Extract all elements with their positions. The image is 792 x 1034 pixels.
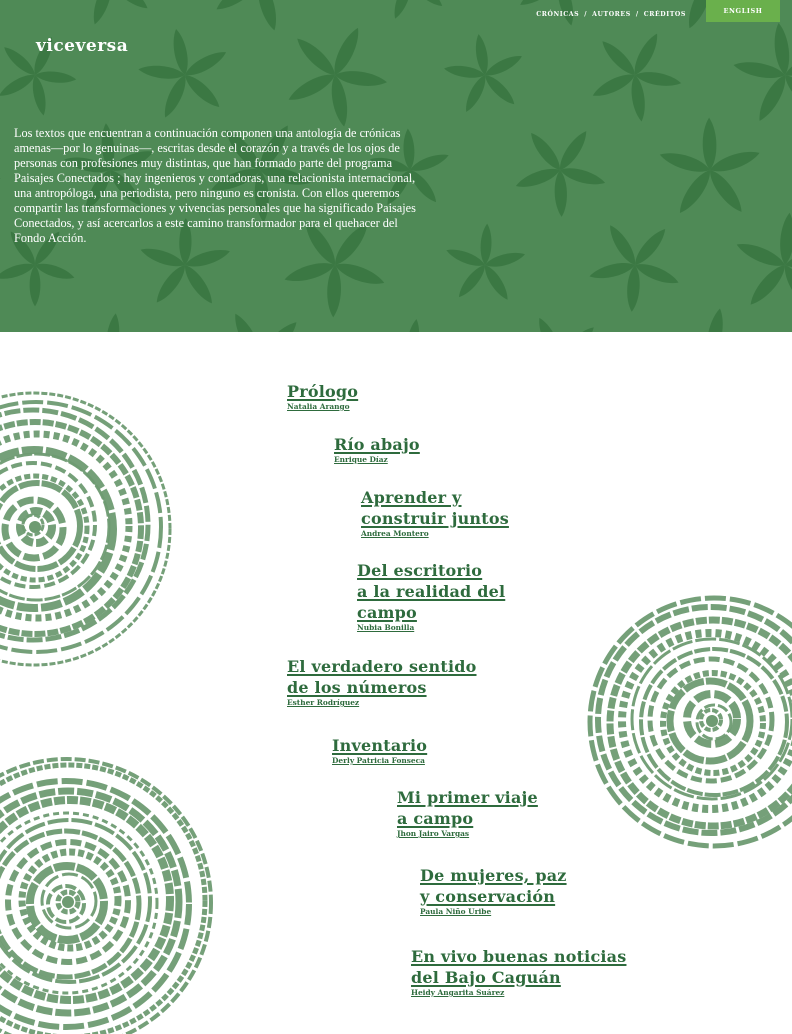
entry-title[interactable]: En vivo buenas noticias [411, 947, 627, 966]
top-navigation [536, 8, 686, 20]
entry-author[interactable]: Paula Niño Uribe [420, 907, 492, 916]
leaf-motif [715, 6, 792, 149]
brand-logo[interactable]: viceversa [36, 36, 129, 56]
leaf-motif [356, 0, 468, 38]
tree-ring-stamp-left-bottom [0, 744, 230, 1034]
leaf-motif [430, 20, 543, 133]
leaf-motif [0, 308, 15, 332]
leaf-motif [123, 13, 251, 141]
stamp-core [62, 896, 74, 908]
chronicle-entry-rio-abajo[interactable] [334, 434, 420, 465]
tree-ring-stamp-right [572, 556, 792, 886]
leaf-motif [0, 0, 1, 21]
leaf-motif [431, 212, 542, 322]
nav-autores[interactable]: AUTORES [592, 10, 631, 18]
nav-separator: / [584, 10, 588, 18]
entry-title[interactable]: Mi primer viaje [397, 788, 538, 807]
chronicle-entry-aprender-y-construir[interactable] [361, 487, 509, 539]
chronicle-entry-inventario[interactable] [332, 735, 427, 766]
nav-cronicas[interactable]: CRÓNICAS [536, 10, 580, 18]
entry-author[interactable]: Derly Patricia Fonseca [332, 756, 425, 765]
entry-title[interactable]: Prólogo [287, 382, 359, 401]
stamp-core [29, 521, 41, 533]
leaf-motif [641, 102, 784, 244]
leaf-motif [49, 301, 173, 332]
entry-author[interactable]: Esther Rodríguez [287, 698, 360, 707]
leaf-motif [282, 17, 394, 134]
entry-author[interactable]: Heidy Angarita Suárez [411, 988, 505, 997]
leaf-motif [507, 114, 618, 228]
entry-title[interactable]: De mujeres, paz [420, 866, 567, 885]
entry-title[interactable]: El verdadero sentido [287, 657, 477, 676]
entry-author[interactable]: Nubia Bonilla [357, 623, 415, 632]
entry-title[interactable]: Río abajo [334, 435, 420, 454]
chronicle-entry-verdadero-sentido[interactable] [287, 656, 477, 708]
entry-author[interactable]: Andrea Montero [361, 529, 429, 538]
leaf-motif [195, 293, 329, 332]
stamp-core [706, 715, 718, 727]
intro-paragraph: Los textos que encuentran a continuación componen una antología de crónicas amenas—por lo genuinas—, escritas desde el corazón y a través de los ojos de personas con profesiones muy distintas, que han formado parte del programa Paisajes Conectados ; hay ingenieros y contadoras, una relacionista internacional, una antropóloga, una periodista, pero ninguno es cronista. Con ellos queremos compartir las transformaciones y vivencias personales que ha significado Paisajes Conectados, y así acercarlos a este camino transformador para el quehacer del Fondo Acción. [14, 126, 416, 246]
entry-author[interactable]: Enrique Díaz [334, 455, 388, 464]
leaf-motif [586, 22, 689, 129]
hero-banner [0, 0, 792, 332]
leaf-motif [643, 296, 779, 332]
chronicle-entry-bajo-caguan[interactable] [411, 946, 626, 998]
leaf-motif [357, 309, 466, 332]
entry-title[interactable]: campo [357, 603, 417, 622]
chronicle-entry-del-escritorio[interactable] [357, 560, 505, 633]
entry-title[interactable]: y conservación [420, 887, 556, 906]
entry-author[interactable]: Jhon Jairo Vargas [397, 829, 470, 838]
leaf-motif [501, 299, 623, 332]
leaf-motif [212, 0, 314, 34]
entry-title[interactable]: construir juntos [361, 509, 509, 528]
entry-title[interactable]: Del escritorio [357, 561, 483, 580]
entry-title[interactable]: de los números [287, 678, 427, 697]
entry-title[interactable]: a campo [397, 809, 474, 828]
entry-author[interactable]: Natalia Arango [287, 402, 350, 411]
leaf-motif [579, 206, 696, 325]
leaf-motif [717, 198, 792, 332]
nav-creditos[interactable]: CRÉDITOS [643, 10, 686, 18]
entry-title[interactable]: Aprender y [361, 488, 462, 507]
leaf-motif [0, 122, 9, 219]
chronicle-entry-mujeres-paz[interactable] [420, 865, 567, 917]
chronicle-entry-primer-viaje[interactable] [397, 787, 538, 839]
tree-ring-stamp-left-top [0, 362, 180, 692]
entry-title[interactable]: del Bajo Caguán [411, 968, 561, 987]
entry-title[interactable]: Inventario [332, 736, 428, 755]
english-language-button[interactable]: ENGLISH [706, 0, 780, 22]
entry-title[interactable]: a la realidad del [357, 582, 506, 601]
chronicle-entry-prologo[interactable] [287, 381, 358, 412]
nav-separator: / [635, 10, 639, 18]
